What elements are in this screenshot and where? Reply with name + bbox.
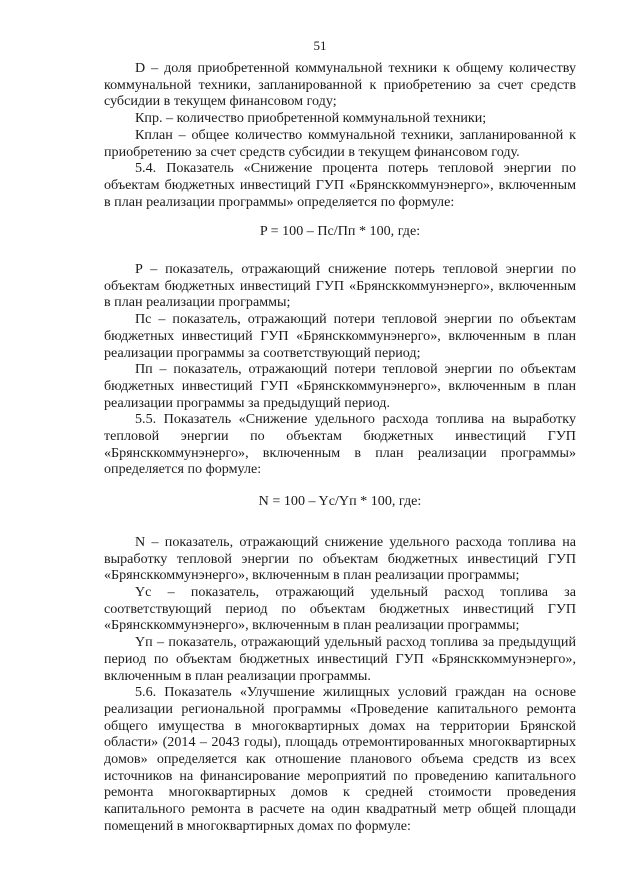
formula-p: P = 100 – Пс/Пп * 100, где: [259, 223, 421, 240]
paragraph-p-definition: P – показатель, отражающий снижение потерь тепловой энергии по объектам бюджетных инвестиций ГУП «Брянсккоммунэнерго», включенным в план реализации программы; [104, 261, 576, 311]
paragraph-section-5-6: 5.6. Показатель «Улучшение жилищных условий граждан на основе реализации региональной программы «Проведение капитального ремонта общего имущества в многоквартирных домах на территории Брянской области» (2014 – 2043 годы), площадь отремонтированных многоквартирных домов» определяется как отношение планового объема средств из всех источников на финансирование мероприятий по проведению капитального ремонта многоквартирных домов к средней стоимости проведения капитального ремонта в расчете на один квадратный метр общей площади помещений в многоквартирных домах по формуле: [104, 684, 576, 834]
paragraph-yp-definition: Yп – показатель, отражающий удельный расход топлива за предыдущий период по объектам бюджетных инвестиций ГУП «Брянсккоммунэнерго», включенным в план реализации программы. [104, 634, 576, 684]
document-body [104, 60, 576, 835]
paragraph-yc-definition: Yс – показатель, отражающий удельный расход топлива за соответствующий период по объектам бюджетных инвестиций ГУП «Брянсккоммунэнерго», включенным в план реализации программы; [104, 583, 576, 634]
paragraph-section-5-5: 5.5. Показатель «Снижение удельного расхода топлива на выработку тепловой энергии по объектам бюджетных инвестиций ГУП «Брянсккоммунэнерго», включенным в план реализации программы» определяется по формуле: [104, 411, 576, 478]
formula-n: N = 100 – Yс/Yп * 100, где: [258, 493, 422, 510]
paragraph-n-definition: N – показатель, отражающий снижение удельного расхода топлива на выработку тепловой энергии по объектам бюджетных инвестиций ГУП «Брянсккоммунэнерго», включенным в план реализации программы; [104, 533, 576, 584]
page-number: 51 [313, 38, 327, 53]
paragraph-d-definition: D – доля приобретенной коммунальной техники к общему количеству коммунальной техники, запланированной к приобретению за счет средств субсидии в текущем финансовом году; [104, 60, 576, 110]
paragraph-pp-definition: Пп – показатель, отражающий потери тепловой энергии по объектам бюджетных инвестиций ГУП «Брянсккоммунэнерго», включенным в план реализации программы за предыдущий период. [104, 361, 576, 411]
paragraph-section-5-4: 5.4. Показатель «Снижение процента потерь тепловой энергии по объектам бюджетных инвестиций ГУП «Брянсккоммунэнерго», включенным в план реализации программы» определяется по формуле: [104, 160, 576, 210]
paragraph-kpr-definition: Кпр. – количество приобретенной коммунальной техники; [135, 110, 487, 127]
paragraph-pc-definition: Пс – показатель, отражающий потери тепловой энергии по объектам бюджетных инвестиций ГУП «Брянсккоммунэнерго», включенным в план реализации программы за соответствующий период; [104, 311, 576, 361]
paragraph-kplan-definition: Кплан – общее количество коммунальной техники, запланированной к приобретению за счет средств субсидии в текущем финансовом году. [104, 126, 576, 160]
